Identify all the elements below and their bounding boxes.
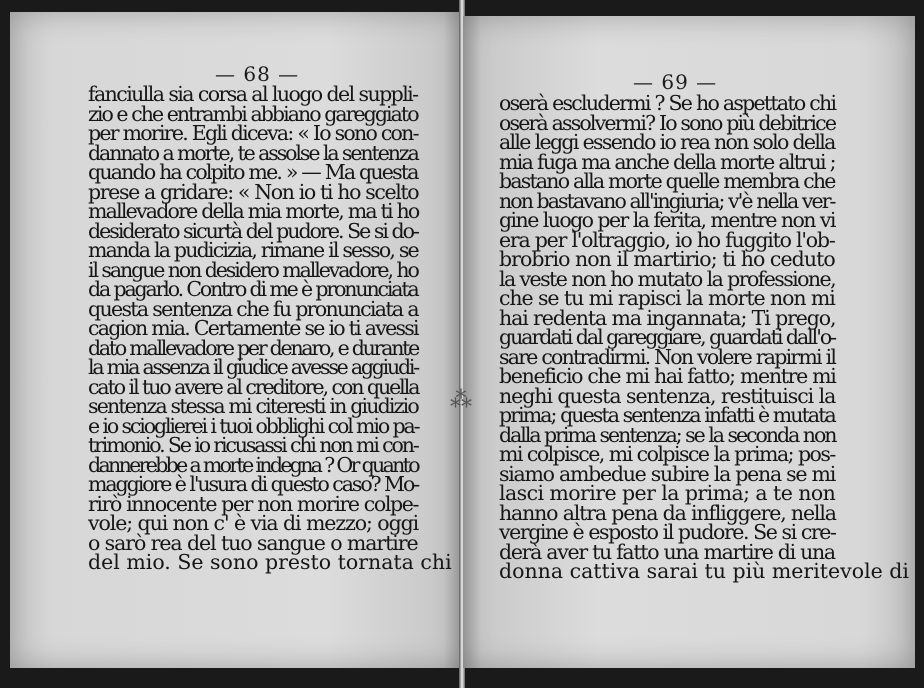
text-line: brobrio non il martirio; ti ho ceduto [499,247,835,271]
text-line: siamo ambedue subire la pena se mi [499,461,835,486]
right-page [463,16,915,668]
text-line: mia fuga ma anche della morte altrui ; [499,149,835,174]
text-line: lasci morire per la prima; a te non [499,481,836,505]
text-line: del mio. Se sono presto tornata chi [88,550,452,574]
text-line: mallevadore della mia morte, ma ti ho [88,199,419,223]
text-line: maggiore è l'usura di questo caso? Mo- [88,472,419,496]
text-line: alle leggi essendo io rea non solo della [499,130,835,154]
page-number-right: — 69 — [633,70,718,94]
text-line: cagion mia. Certamente se io ti avessi [88,316,418,340]
text-line: vergine è esposto il pudore. Se si cre- [499,520,836,544]
left-page-text [88,82,452,574]
text-line: guardati dal gareggiare, guardati dall'o- [499,325,836,349]
left-page [10,12,462,668]
text-line: oserà escludermi ? Se ho aspettato chi [499,91,836,115]
text-line: che se tu mi rapisci la morte non mi [499,286,835,310]
text-line: vole; qui non c' è via di mezzo; oggi [88,511,419,535]
gutter-smudge-icon: ⁂ [450,388,472,413]
text-line: derà aver tu fatto una martire di una [499,539,835,564]
text-line: per morire. Egli diceva: « Io sono con- [88,121,418,145]
text-line: sentenza stessa mi citeresti in giudizio [88,394,418,418]
text-line: mi colpisce, mi colpisce la prima; pos- [499,442,835,466]
text-line: dato mallevadore per denaro, e durante [88,335,419,360]
text-line: sare contradirmi. Non volere rapirmi il [499,344,836,369]
right-page-text [499,91,909,583]
text-line: da pagarlo. Contro di me è pronunciata [88,277,418,301]
text-line: non bastavano all'ingiuria; v'è nella ver- [499,188,835,213]
text-line: dannato a morte, te assolse la sentenza [88,140,418,165]
text-line: hai redenta ma ingannata; Ti prego, [499,305,836,330]
text-line: trimonio. Se io ricusassi chi non mi con- [88,433,418,457]
text-line: o sarò rea del tuo sangue o martire [88,530,418,555]
text-line: dalla prima sentenza; se la seconda non [499,422,836,447]
text-line: la veste non ho mutato la professione, [499,266,836,291]
text-line: il sangue non desidero mallevadore, ho [88,257,418,282]
text-line: fanciulla sia corsa al luogo del suppli- [88,82,418,106]
text-line: zio e che entrambi abbiano gareggiato [88,101,418,126]
text-line: beneficio che mi hai fatto; mentre mi [499,364,836,388]
text-line: hanno altra pena da infliggere, nella [499,500,836,525]
text-line: donna cattiva sarai tu più meritevole di [499,559,909,583]
text-line: prima; questa sentenza infatti è mutata [499,403,835,427]
text-line: cato il tuo avere al creditore, con quella [88,374,419,399]
text-line: rirò innocente per non morire colpe- [88,491,419,516]
text-line: gine luogo per la ferita, mentre non vi [499,208,835,232]
text-line: oserà assolvermi? Io sono più debitrice [499,110,836,135]
text-line: neghi questa sentenza, restituisci la [499,383,836,408]
text-line: questa sentenza che fu pronunciata a [88,296,418,321]
text-line: desiderato sicurtà del pudore. Se si do- [88,218,418,243]
text-line: quando ha colpito me. » — Ma questa [88,160,418,184]
text-line: bastano alla morte quelle membra che [499,169,835,193]
text-line: prese a gridare: « Non io ti ho scelto [88,179,419,204]
page-number-left: — 68 — [215,62,300,86]
text-line: era per l'oltraggio, io ho fuggito l'ob- [499,227,835,252]
text-line: dannerebbe a morte indegna ? Or quanto [88,452,418,477]
text-line: manda la pudicizia, rimane il sesso, se [88,238,418,262]
text-line: la mia assenza il giudice avesse aggiudi- [88,355,418,379]
text-line: e io scioglierei i tuoi obblighi col mio pa- [88,413,419,438]
